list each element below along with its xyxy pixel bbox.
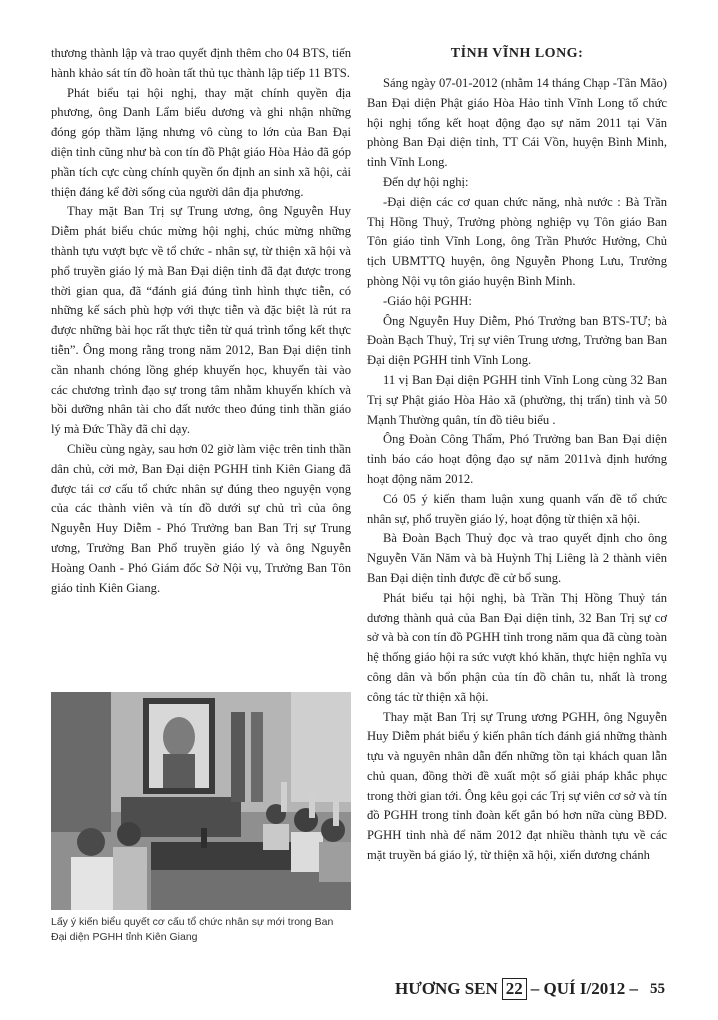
article-paragraph: thương thành lập và trao quyết định thêm cho 04 BTS, tiến hành khảo sát tín đồ hoàn tất thủ tục thành lập tiếp 11 BTS. [51, 46, 351, 80]
article-paragraph: Thay mặt Ban Trị sự Trung ương, ông Nguyễn Huy Diễm phát biểu chúc mừng hội nghị, chúc mừng những thành tựu vượt bực về tổ chức - nhân sự, từ thiện xã hội và phổ truyền giáo lý mà Ban Đại diện tỉnh đã đạt được trong thời gian qua, đã “đánh giá đúng tình hình thực tiễn, có những kế sách phù hợp với thực tiễn và đặc biệt là rút ra được những bài học rất thực tiễn từ quá trình tổng kết thực tiễn”. Ông mong rằng trong năm 2012, Ban Đại diện tỉnh cần nhanh chóng lồng ghép khuyến học, khuyến tài vào các chương trình đạo sự trong tâm nhằm khuyến khích và bồi dưỡng nhân tài cho đất nước theo đúng tinh thần giáo lý mà Đức Thầy đã chỉ dạy. [51, 204, 351, 437]
article-paragraph: Phát biểu tại hội nghị, bà Trần Thị Hồng Thuỷ tán dương thành quả của Ban Đại diện tỉnh, 32 Ban Trị sự cơ sở và bà con tín đồ PGHH tỉnh trong năm qua đã cùng toàn hệ thống giáo hội ra sức vượt khó khăn, thực hiện nghĩa vụ công dân và bổn phận của tín đồ chân tu, nhất là trong công tác từ thiện xã hội. [367, 590, 667, 704]
issue-number: 22 [502, 978, 527, 1000]
article-paragraph: Chiều cùng ngày, sau hơn 02 giờ làm việc trên tinh thần dân chủ, cởi mở, Ban Đại diện PGHH tỉnh Kiên Giang đã được tái cơ cấu tổ chức nhân sự đúng theo nguyện vọng của các thành viên và tín đồ dưới sự chủ trì của ông Nguyễn Huy Diễm - Phó Trưởng ban Ban Trị sự Trung ương, Trưởng Ban Phổ truyền giáo lý và ông Nguyễn Hoàng Oanh - Phó Giám đốc Sở Nội vụ, Trưởng Ban Tôn giáo tỉnh Kiên Giang. [51, 441, 351, 595]
article-paragraph: 11 vị Ban Đại diện PGHH tỉnh Vĩnh Long cùng 32 Ban Trị sự Phật giáo Hòa Hảo xã (phường, thị trấn) tỉnh và 50 Mạnh Thường quân, tín đồ tiêu biểu . [367, 372, 667, 427]
right-column [367, 44, 667, 866]
photo-caption: Lấy ý kiến biểu quyết cơ cấu tổ chức nhân sự mới trong Ban Đại diện PGHH tỉnh Kiên Giang [51, 916, 334, 943]
page-footer [395, 975, 695, 1003]
left-column [51, 44, 351, 598]
article-paragraph: Ông Nguyễn Huy Diễm, Phó Trưởng ban BTS-TƯ; bà Đoàn Bạch Thuỷ, Trị sự viên Trung ương, Trưởng ban Ban Đại diện PGHH tỉnh Vĩnh Long. [367, 313, 667, 368]
magazine-name: HƯƠNG SEN [395, 979, 498, 998]
article-paragraph: Ông Đoàn Công Thẩm, Phó Trưởng ban Ban Đại diện tỉnh báo cáo hoạt động đạo sự năm 2011và định hướng hoạt động năm 2012. [367, 432, 667, 486]
article-paragraph: Bà Đoàn Bạch Thuỷ đọc và trao quyết định cho ông Nguyễn Văn Năm và bà Huỳnh Thị Liêng là 2 thành viên Ban Đại diện tỉnh được đề cử bổ sung. [367, 531, 667, 585]
article-paragraph: Có 05 ý kiến tham luận xung quanh vấn đề tổ chức nhân sự, phổ truyền giáo lý, hoạt động từ thiện xã hội. [367, 491, 667, 526]
page-number: 55 [650, 980, 666, 997]
section-heading: TỈNH VĨNH LONG: [450, 46, 584, 61]
article-paragraph: -Giáo hội PGHH: [383, 293, 472, 308]
issue-quarter: – QUÍ I/2012 – [530, 979, 639, 998]
article-paragraph: Phát biểu tại hội nghị, thay mặt chính quyền địa phương, ông Danh Lẩm biểu dương và ghi nhận những đóng góp thầm lặng nhưng vô cùng to lớn của Ban Đại diện tỉnh cũng như bà con tín đồ Phật giáo Hòa Hảo đã góp phần tích cực cùng chính quyền ổn định an sinh xã hội, cải thiện đáng kể đời sống của người dân địa phương. [51, 85, 351, 199]
meeting-photo [51, 692, 351, 910]
article-paragraph: Thay mặt Ban Trị sự Trung ương PGHH, ông Nguyễn Huy Diễm phát biểu ý kiến phân tích đánh giá những thành tựu và nguyên nhân dẫn đến những tồn tại khách quan lẫn chủ quan, đồng thời đề xuất một số giải pháp khắc phục trong thời gian tới. Ông kêu gọi các Trị sự viên cơ sở và tín đồ PGHH trong tỉnh đoàn kết gắn bó hơn nữa cùng BĐD. PGHH tỉnh nhà để năm 2012 đạt nhiều thành tựu về các mặt truyền bá giáo lý, từ thiện xã hội, xiển dương chánh [367, 709, 667, 863]
article-paragraph: Sáng ngày 07-01-2012 (nhằm 14 tháng Chạp -Tân Mão) Ban Đại diện Phật giáo Hòa Hảo tỉnh Vĩnh Long tổ chức hội nghị tổng kết hoạt động đạo sự năm 2011 tại Văn phòng Ban Đại diện tỉnh, TT Cái Vồn, huyện Bình Minh, tỉnh Vĩnh Long. [367, 76, 667, 170]
article-paragraph: Đến dự hội nghị: [383, 174, 469, 189]
article-paragraph: -Đại diện các cơ quan chức năng, nhà nước : Bà Trần Thị Hồng Thuỷ, Trưởng phòng nghiệp vụ Tôn giáo Ban Tôn giáo tỉnh Vĩnh Long, ông Trần Phước Hưởng, Chủ tịch UBMTTQ huyện, ông Nguyễn Phong Lưu, Trưởng phòng Nội vụ tôn giáo huyện Bình Minh. [367, 194, 667, 288]
